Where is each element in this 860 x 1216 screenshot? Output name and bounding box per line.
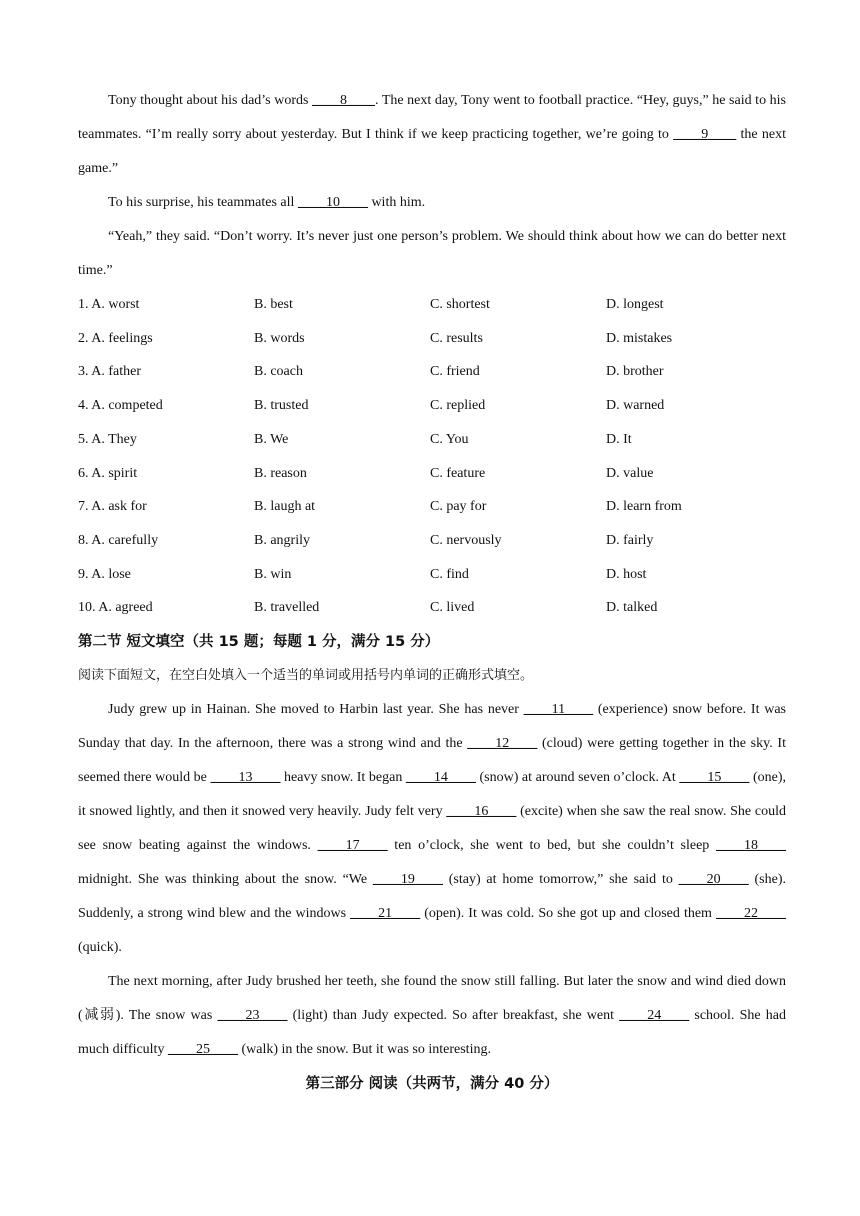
option-d: D. mistakes xyxy=(606,330,673,346)
option-row-6 xyxy=(78,457,786,491)
option-a: 8. A. carefully xyxy=(78,532,159,548)
passage1-paragraph-2: To his surprise, his teammates all ____10____ with him. xyxy=(108,195,426,210)
option-c: C. lived xyxy=(430,600,475,616)
blank-21: ____21____ xyxy=(350,906,421,922)
option-row-3 xyxy=(78,355,786,389)
blank-23: ____23____ xyxy=(217,1008,288,1024)
option-c: C. friend xyxy=(430,364,480,380)
option-c: C. replied xyxy=(430,398,486,414)
section-2-instruction: 阅读下面短文，在空白处填入一个适当的单词或用括号内单词的正确形式填空。 xyxy=(78,668,534,684)
passage2-paragraph-1: Judy grew up in Hainan. She moved to Harbin last year. She has never ____11____ (experience) snow before. It was Sunday that day. In the afternoon, there was a strong wind and the ____12____ (cloud) were getting together in the sky. It seemed there would be ____13____ heavy snow. It began ____14____ (snow) at around seven o’clock. At ____15____ (one), it snowed lightly, and then it snowed very heavily. Judy felt very ____16____ (excite) when she saw the real snow. She could see snow beating against the windows. ____17____ ten o’clock, she went to bed, but she couldn’t sleep ____18____ midnight. She was thinking about the snow. “We ____19____ (stay) at home tomorrow,” she said to ____20____ (she). Suddenly, a strong wind blew and the windows ____21____ (open). It was cold. So she got up and closed them ____22____ (quick). xyxy=(78,702,786,956)
blank-9: ____9____ xyxy=(673,127,737,142)
option-d: D. learn from xyxy=(606,499,682,515)
option-row-7 xyxy=(78,490,786,524)
option-c: C. pay for xyxy=(430,499,487,515)
part-3-heading: 第三部分 阅读（共两节，满分 40 分） xyxy=(305,1076,559,1093)
blank-18: ____18____ xyxy=(716,838,786,854)
blank-17: ____17____ xyxy=(317,838,388,854)
option-b: B. best xyxy=(254,297,293,312)
option-b: B. coach xyxy=(254,364,303,380)
option-d: D. warned xyxy=(606,398,665,414)
option-c: C. results xyxy=(430,330,483,346)
option-d: D. brother xyxy=(606,364,664,380)
blank-13: ____13____ xyxy=(210,770,281,786)
option-c: C. nervously xyxy=(430,532,502,548)
blank-11: ____11____ xyxy=(523,702,594,718)
blank-15: ____15____ xyxy=(679,770,750,786)
option-row-8 xyxy=(78,524,786,558)
option-a: 1. A. worst xyxy=(78,297,140,312)
blank-20: ____20____ xyxy=(678,872,749,888)
options-list xyxy=(78,288,786,625)
option-d: D. longest xyxy=(606,297,664,312)
option-b: B. win xyxy=(254,566,292,582)
blank-16: ____16____ xyxy=(446,804,517,820)
option-a: 9. A. lose xyxy=(78,566,131,582)
blank-14: ____14____ xyxy=(405,770,476,786)
passage2-paragraph-2: The next morning, after Judy brushed her teeth, she found the snow still falling. But later the snow and wind died down (减弱). The snow was ____23____ (light) than Judy expected. So after breakfast, she went ____24____ school. She had much difficulty ____25____ (walk) in the snow. But it was so interesting. xyxy=(78,974,787,1058)
option-row-9 xyxy=(78,558,786,592)
option-a: 4. A. competed xyxy=(78,398,163,414)
option-d: D. fairly xyxy=(606,532,654,548)
option-a: 2. A. feelings xyxy=(78,330,153,346)
option-b: B. reason xyxy=(254,465,307,481)
option-b: B. We xyxy=(254,431,289,447)
option-c: C. feature xyxy=(430,465,486,481)
blank-24: ____24____ xyxy=(619,1008,690,1024)
option-c: C. shortest xyxy=(430,297,490,312)
option-c: C. You xyxy=(430,431,469,447)
passage1-paragraph-1: Tony thought about his dad’s words ____8____. The next day, Tony went to football practice. “Hey, guys,” he said to his teammates. “I’m really sorry about yesterday. But I think if we keep practicing together, we’re going to ____9____ the next game.” xyxy=(78,93,786,176)
blank-8: ____8____ xyxy=(312,93,375,108)
option-d: D. It xyxy=(606,431,632,447)
document-page xyxy=(78,84,786,1101)
option-b: B. angrily xyxy=(254,532,310,548)
option-d: D. value xyxy=(606,465,654,481)
option-d: D. talked xyxy=(606,600,658,616)
option-row-2 xyxy=(78,322,786,356)
option-row-4 xyxy=(78,389,786,423)
option-b: B. travelled xyxy=(254,600,320,616)
blank-25: ____25____ xyxy=(167,1042,238,1058)
blank-12: ____12____ xyxy=(467,736,538,752)
option-row-5 xyxy=(78,423,786,457)
option-b: B. words xyxy=(254,330,305,346)
option-a: 6. A. spirit xyxy=(78,465,138,481)
option-row-10 xyxy=(78,591,786,625)
passage1-paragraph-3: “Yeah,” they said. “Don’t worry. It’s never just one person’s problem. We should think about how we can do better next time.” xyxy=(78,229,786,278)
option-b: B. laugh at xyxy=(254,499,316,515)
option-a: 7. A. ask for xyxy=(78,499,147,515)
blank-10: ____10____ xyxy=(297,195,368,210)
blank-19: ____19____ xyxy=(372,872,443,888)
option-a: 10. A. agreed xyxy=(78,600,153,616)
option-c: C. find xyxy=(430,566,469,582)
option-a: 3. A. father xyxy=(78,364,141,380)
blank-22: ____22____ xyxy=(716,906,786,922)
section-2-heading: 第二节 短文填空（共 15 题；每题 1 分，满分 15 分） xyxy=(78,634,440,651)
option-a: 5. A. They xyxy=(78,431,137,447)
option-d: D. host xyxy=(606,566,647,582)
option-b: B. trusted xyxy=(254,398,309,414)
option-row-1 xyxy=(78,288,786,322)
